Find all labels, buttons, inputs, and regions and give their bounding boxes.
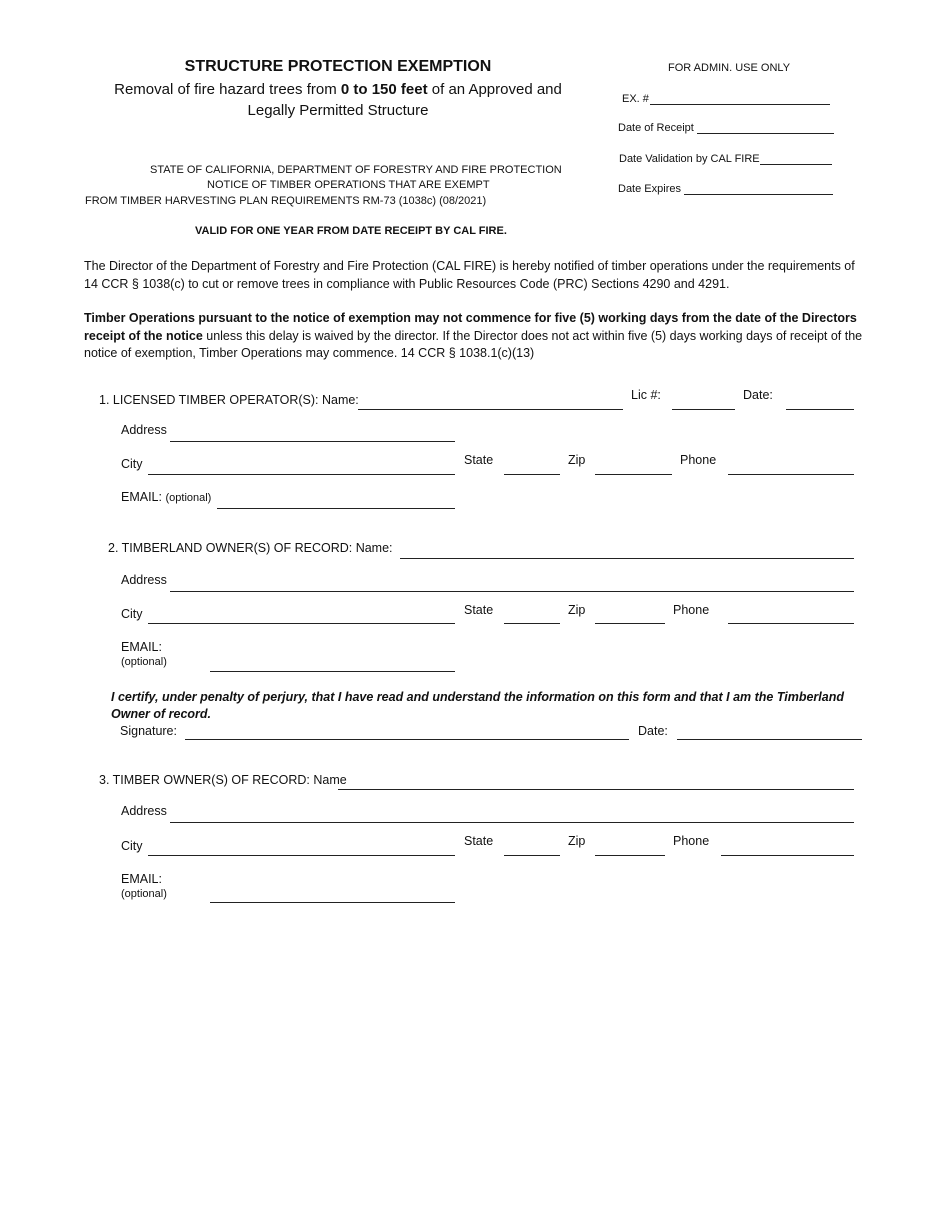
admin-ex-label: EX. # xyxy=(622,93,649,105)
agency-line-3: FROM TIMBER HARVESTING PLAN REQUIREMENTS RM-73 (1038c) (08/2021) xyxy=(85,195,487,207)
section3-state-field[interactable] xyxy=(504,855,560,856)
section1-heading: 1. LICENSED TIMBER OPERATOR(S): Name: xyxy=(99,393,359,407)
section2-email-label: EMAIL: xyxy=(121,640,162,654)
section1-zip-field[interactable] xyxy=(595,474,672,475)
signature-label: Signature: xyxy=(120,724,177,738)
section1-city-field[interactable] xyxy=(148,474,455,475)
admin-receipt-label: Date of Receipt xyxy=(618,122,694,134)
intro-paragraph-2-rest: unless this delay is waived by the director. If the Director does not act within five (5) days working days of receipt of the notice of exemption, Timber Operations may commence. 14 CCR § 1038.1(c)(13) xyxy=(84,328,863,360)
subtitle-pre: Removal of fire hazard trees from xyxy=(114,81,341,98)
section1-optional-text: (optional) xyxy=(165,492,212,504)
section3-heading: 3. TIMBER OWNER(S) OF RECORD: Name xyxy=(99,773,347,787)
admin-expires-field[interactable] xyxy=(684,194,833,195)
section2-optional-label: (optional) xyxy=(121,656,167,668)
section2-zip-label: Zip xyxy=(568,603,586,617)
section2-city-field[interactable] xyxy=(148,623,455,624)
section2-address-field[interactable] xyxy=(170,591,854,592)
section1-address-label: Address xyxy=(121,423,167,437)
section1-email-text: EMAIL: xyxy=(121,490,162,504)
section2-state-label: State xyxy=(464,603,494,617)
admin-ex-field[interactable] xyxy=(650,104,830,105)
subtitle-post: of an Approved and xyxy=(427,81,562,98)
section1-email-field[interactable] xyxy=(217,508,455,509)
section3-email-label: EMAIL: xyxy=(121,872,162,886)
admin-receipt-field[interactable] xyxy=(697,133,834,134)
section3-phone-field[interactable] xyxy=(721,855,854,856)
section1-lic-label: Lic #: xyxy=(631,388,661,402)
admin-heading: FOR ADMIN. USE ONLY xyxy=(668,62,791,74)
section2-city-label: City xyxy=(121,607,143,621)
section1-state-label: State xyxy=(464,453,494,467)
section3-state-label: State xyxy=(464,834,494,848)
section2-heading: 2. TIMBERLAND OWNER(S) OF RECORD: Name: xyxy=(108,541,393,555)
section1-city-label: City xyxy=(121,457,143,471)
signature-field[interactable] xyxy=(185,739,629,740)
section2-zip-field[interactable] xyxy=(595,623,665,624)
section1-date-field[interactable] xyxy=(786,409,854,410)
section1-zip-label: Zip xyxy=(568,453,586,467)
section2-phone-field[interactable] xyxy=(728,623,854,624)
section3-phone-label: Phone xyxy=(673,834,710,848)
section1-state-field[interactable] xyxy=(504,474,560,475)
section2-state-field[interactable] xyxy=(504,623,560,624)
section3-address-field[interactable] xyxy=(170,822,854,823)
intro-paragraph-2 xyxy=(84,310,869,363)
section2-email-field[interactable] xyxy=(210,671,455,672)
admin-expires-label: Date Expires xyxy=(618,183,681,195)
subtitle-distance: 0 to 150 feet xyxy=(340,81,428,98)
admin-validation-field[interactable] xyxy=(760,164,832,165)
section1-email-label xyxy=(121,490,211,504)
section2-address-label: Address xyxy=(121,573,167,587)
section3-address-label: Address xyxy=(121,804,167,818)
signature-date-field[interactable] xyxy=(677,739,862,740)
agency-line-2: NOTICE OF TIMBER OPERATIONS THAT ARE EXEMPT xyxy=(207,179,490,191)
section2-name-field[interactable] xyxy=(400,558,854,559)
section3-name-field[interactable] xyxy=(338,789,854,790)
section3-city-field[interactable] xyxy=(148,855,455,856)
section3-city-label: City xyxy=(121,839,143,853)
section1-lic-field[interactable] xyxy=(672,409,735,410)
section1-phone-label: Phone xyxy=(680,453,717,467)
section1-name-field[interactable] xyxy=(358,409,623,410)
intro-paragraph-2-bold: Timber Operations pursuant to the notice of exemption may not commence for five (5) working days from the date of the Directors receipt of the notice xyxy=(84,311,857,343)
admin-validation-label: Date Validation by CAL FIRE xyxy=(619,153,760,165)
intro-paragraph-1: The Director of the Department of Forestry and Fire Protection (CAL FIRE) is hereby notified of timber operations under the requirements of 14 CCR § 1038(c) to cut or remove trees in compliance with Public Resources Code (PRC) Sections 4290 and 4291. xyxy=(84,259,855,291)
form-subtitle xyxy=(88,79,588,100)
validity-notice: VALID FOR ONE YEAR FROM DATE RECEIPT BY CAL FIRE. xyxy=(195,225,507,237)
section1-date-label: Date: xyxy=(743,388,773,402)
form-subtitle-line2: Legally Permitted Structure xyxy=(247,102,429,119)
section2-phone-label: Phone xyxy=(673,603,710,617)
agency-line-1: STATE OF CALIFORNIA, DEPARTMENT OF FORESTRY AND FIRE PROTECTION xyxy=(150,164,562,176)
section1-phone-field[interactable] xyxy=(728,474,854,475)
form-title: STRUCTURE PROTECTION EXEMPTION xyxy=(184,58,492,75)
section3-zip-field[interactable] xyxy=(595,855,665,856)
certify-statement-line1: I certify, under penalty of perjury, that I have read and understand the information on this form and that I am the Timberland xyxy=(111,690,844,704)
section3-optional-label: (optional) xyxy=(121,888,167,900)
section1-address-field[interactable] xyxy=(170,441,455,442)
signature-date-label: Date: xyxy=(638,724,668,738)
certify-statement-line2: Owner of record. xyxy=(111,707,212,721)
section3-zip-label: Zip xyxy=(568,834,586,848)
section3-email-field[interactable] xyxy=(210,902,455,903)
